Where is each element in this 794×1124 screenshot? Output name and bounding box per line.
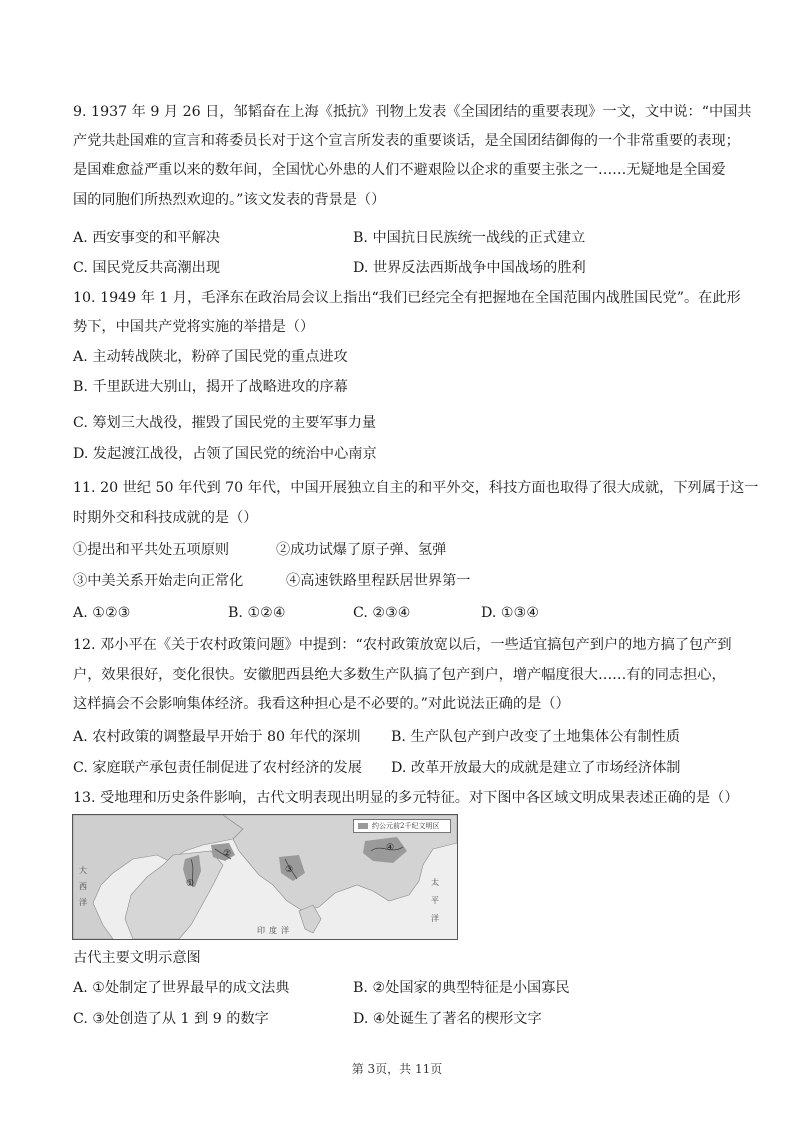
q10-option-b[interactable]: B. 千里跃进大别山，揭开了战略进攻的序幕 [73,379,348,395]
q10-text-line: 10. 1949 年 1 月，毛泽东在政治局会议上指出“我们已经完全有把握地在全国范围内战胜国民党”。在此形 [73,290,741,306]
q9-option-b[interactable]: B. 中国抗日民族统一战线的正式建立 [353,230,586,246]
map-label-atlantic: 大 [79,866,87,875]
q12-option-c[interactable]: C. 家庭联产承包责任制促进了农村经济的发展 [73,760,362,776]
q9-option-a[interactable]: A. 西安事变的和平解决 [73,230,220,246]
map-label-indian-ocean: 洋 [281,926,289,935]
q11-item-4: ④高速铁路里程跃居世界第一 [286,573,471,589]
q9-text-line: 国的同胞们所热烈欢迎的。”该文发表的背景是（） [73,192,386,208]
q11-text-line: 时期外交和科技成就的是（） [73,510,258,526]
q10-option-a[interactable]: A. 主动转战陕北，粉碎了国民党的重点进攻 [73,349,348,365]
map-label-indian-ocean: 度 [269,926,277,935]
map-caption: 古代主要文明示意图 [73,950,201,966]
q11-option-a[interactable]: A. ①②③ [73,605,131,621]
civilization-map [72,814,458,940]
q11-option-b[interactable]: B. ①②④ [228,605,286,621]
map-label-atlantic: 西 [79,882,87,891]
q9-option-c[interactable]: C. 国民党反共高潮出现 [73,260,221,276]
map-label-indian-ocean: 印 [257,926,265,935]
q11-item-3: ③中美关系开始走向正常化 [73,573,244,589]
q12-option-d[interactable]: D. 改革开放最大的成就是建立了市场经济体制 [391,760,681,776]
map-marker-4: ④ [386,843,395,853]
q11-item-2: ②成功试爆了原子弹、氢弹 [276,542,447,558]
q11-item-1: ①提出和平共处五项原则 [73,542,230,558]
q9-text-line: 是国难愈益严重以来的数年间，全国忧心外患的人们不避艰险以企求的重要主张之一……无疑地是全国爱 [73,162,726,178]
legend-label: 约公元前2千纪文明区 [372,822,440,830]
map-label-pacific: 太 [431,878,439,887]
q11-text-line: 11. 20 世纪 50 年代到 70 年代，中国开展独立自主的和平外交，科技方面也取得了很大成就，下列属于这一 [73,480,759,496]
map-marker-1: ① [186,879,195,889]
q12-text-line: 户，效果很好，变化很快。安徽肥西县绝大多数生产队搞了包产到户，增产幅度很大……有的同志担心， [73,667,726,683]
map-label-pacific: 洋 [431,914,439,923]
q12-option-a[interactable]: A. 农村政策的调整最早开始于 80 年代的深圳 [73,729,361,745]
q13-option-a[interactable]: A. ①处制定了世界最早的成文法典 [73,980,290,996]
q10-option-c[interactable]: C. 筹划三大战役，摧毁了国民党的主要军事力量 [73,415,377,431]
q11-option-d[interactable]: D. ①③④ [481,605,540,621]
q11-option-c[interactable]: C. ②③④ [353,605,411,621]
q10-option-d[interactable]: D. 发起渡江战役，占领了国民党的统治中心南京 [73,446,377,462]
q9-text-line: 产党共赴国难的宣言和蒋委员长对于这个宣言所发表的重要谈话，是全国团结御侮的一个非常重要的表现； [73,133,740,149]
map-marker-3: ③ [285,865,294,875]
map-label-atlantic: 洋 [79,898,87,907]
map-marker-2: ② [223,849,232,859]
q13-option-c[interactable]: C. ③处创造了从 1 到 9 的数字 [73,1011,269,1027]
q9-option-d[interactable]: D. 世界反法西斯战争中国战场的胜利 [353,260,586,276]
q13-text-line: 13. 受地理和历史条件影响，古代文明表现出明显的多元特征。对下图中各区域文明成果表述正确的是（） [73,790,739,806]
q10-text-line: 势下，中国共产党将实施的举措是（） [73,319,315,335]
q9-text-line: 9. 1937 年 9 月 26 日，邹韬奋在上海《抵抗》刊物上发表《全国团结的重要表现》一文，文中说：“中国共 [73,104,752,120]
map-legend [353,819,451,833]
page-footer: 第 3页，共 11页 [351,1062,443,1076]
q13-option-b[interactable]: B. ②处国家的典型特征是小国寡民 [353,980,570,996]
q12-text-line: 这样搞会不会影响集体经济。我看这种担心是不必要的。”对此说法正确的是（） [73,696,570,712]
q12-text-line: 12. 邓小平在《关于农村政策问题》中提到：“农村政策放宽以后，一些适宜搞包产到户的地方搞了包产到 [73,637,732,653]
q12-option-b[interactable]: B. 生产队包产到户改变了土地集体公有制性质 [391,729,681,745]
legend-swatch [358,823,368,829]
map-label-pacific: 平 [431,896,439,905]
q13-option-d[interactable]: D. ④处诞生了著名的楔形文字 [353,1011,542,1027]
map-graphic [73,815,457,939]
